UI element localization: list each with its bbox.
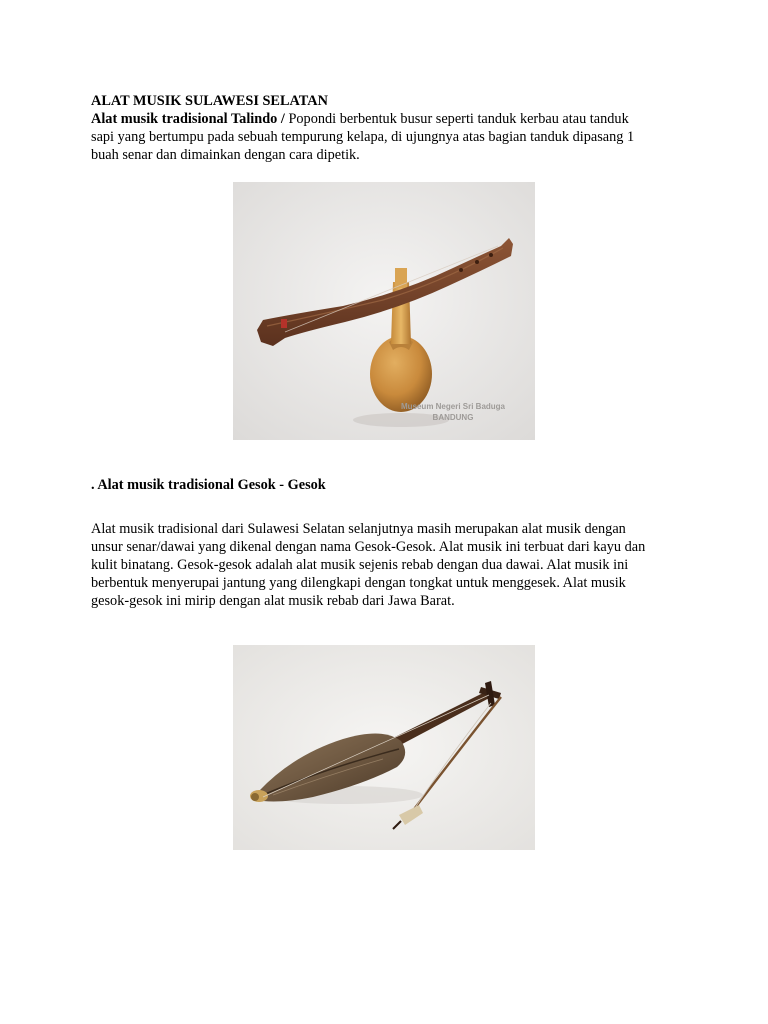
talindo-body-line-2: sapi yang bertumpu pada sebuah tempurung kelapa, di ujungnya atas bagian tanduk dipasang 1 [91,129,635,145]
page-heading: ALAT MUSIK SULAWESI SELATAN [91,93,328,109]
gesok-title: . Alat musik tradisional Gesok - Gesok [91,477,326,493]
gesok-line-1: Alat musik tradisional dari Sulawesi Selatan selanjutnya masih merupakan alat musik dengan [91,521,626,537]
talindo-instrument-image [233,182,535,440]
gesok-line-5: gesok-gesok ini mirip dengan alat musik rebab dari Jawa Barat. [91,593,455,609]
gesok-line-3: kulit binatang. Gesok-gesok adalah alat musik sejenis rebab dengan dua dawai. Alat musik ini [91,557,629,573]
talindo-paragraph [91,110,691,164]
talindo-line-1 [91,110,691,128]
talindo-watermark-line-2: BANDUNG [432,413,474,422]
talindo-title: Alat musik tradisional Talindo / [91,111,285,127]
gesok-photo [233,645,535,850]
talindo-watermark-line-1: Museum Negeri Sri Baduga [400,402,506,411]
talindo-body-line-3: buah senar dan dimainkan dengan cara dipetik. [91,147,360,163]
gesok-line-4: berbentuk menyerupai jantung yang dilengkapi dengan tongkat untuk menggesek. Alat musik [91,575,626,591]
talindo-photo [233,182,535,440]
talindo-body-line-1: Popondi berbentuk busur seperti tanduk kerbau atau tanduk [284,111,629,127]
gesok-line-2: unsur senar/dawai yang dikenal dengan nama Gesok-Gesok. Alat musik ini terbuat dari kayu dan [91,539,646,555]
gesok-instrument-image [233,645,535,850]
gesok-paragraph [91,520,691,610]
